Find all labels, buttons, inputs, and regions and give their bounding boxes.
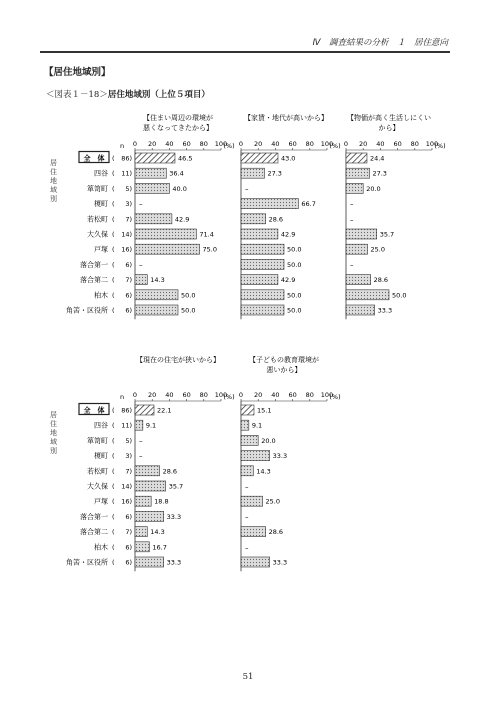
bar [241, 214, 266, 224]
category-label: 柏木 [94, 543, 108, 552]
side-label: 居住地域別 [50, 159, 57, 203]
data-label: 28.6 [268, 528, 284, 537]
tick-label: 0 [132, 140, 138, 148]
data-label: 66.7 [301, 200, 316, 209]
data-label: 14.3 [256, 467, 271, 476]
category-label: 戸塚 [94, 497, 108, 506]
data-label: 35.7 [168, 482, 184, 491]
category-label: 若松町 [87, 467, 108, 476]
tick-label: 40 [165, 140, 174, 148]
series-name: 【子どもの教育環境が [249, 356, 319, 364]
row-open-paren: ( [112, 406, 115, 415]
category-label: 全 体 [83, 153, 105, 163]
no-data-mark: – [245, 513, 249, 522]
tick-label: 80 [199, 391, 208, 399]
bar [135, 557, 164, 567]
tick-label: 40 [165, 391, 174, 399]
unit-label: (%) [223, 142, 235, 150]
n-value: 6) [125, 558, 132, 567]
n-value: 6) [125, 291, 132, 300]
bar [346, 183, 363, 193]
bar [346, 305, 375, 315]
row-open-paren: ( [112, 421, 115, 430]
row-open-paren: ( [112, 436, 115, 445]
no-data-mark: – [139, 437, 143, 446]
side-label: 居住地域別 [50, 411, 57, 455]
tick-label: 60 [182, 140, 191, 148]
bar [241, 557, 270, 567]
bar [241, 275, 278, 285]
n-value: 6) [125, 543, 132, 552]
tick-label: 80 [305, 391, 314, 399]
n-value: 5) [125, 184, 132, 193]
data-label: 75.0 [202, 245, 217, 254]
n-value: 3) [125, 452, 132, 461]
series-name: 悪くなってきたから】 [143, 124, 213, 132]
category-label: 榎町 [94, 200, 108, 209]
row-open-paren: ( [112, 467, 115, 476]
tick-label: 20 [148, 140, 157, 148]
n-value: 7) [125, 528, 132, 537]
running-header: Ⅳ 調査結果の分析 １ 居住意向 [312, 38, 448, 48]
bar [135, 229, 196, 239]
unit-label: (%) [223, 393, 235, 401]
n-value: 86) [121, 154, 132, 163]
chart-bottom [50, 355, 341, 571]
data-label: 33.3 [377, 306, 393, 315]
data-label: 28.6 [268, 215, 284, 224]
n-value: 6) [125, 306, 132, 315]
n-label: n [120, 142, 125, 150]
tick-label: 40 [271, 140, 280, 148]
tick-label: 60 [288, 391, 297, 399]
tick-label: 0 [132, 391, 138, 399]
series-name: 【現在の住宅が狭いから】 [136, 356, 220, 364]
category-label: 落合第二 [80, 276, 108, 285]
data-label: 20.0 [366, 184, 381, 193]
n-value: 3) [125, 200, 132, 209]
row-open-paren: ( [112, 276, 115, 285]
category-label: 落合第一 [80, 260, 108, 269]
data-label: 71.4 [199, 230, 214, 239]
tick-label: 20 [254, 391, 263, 399]
data-label: 25.0 [370, 245, 385, 254]
data-label: 15.1 [256, 406, 272, 415]
tick-label: 80 [410, 140, 419, 148]
row-open-paren: ( [112, 184, 115, 193]
bar-total [135, 405, 154, 415]
category-label: 大久保 [87, 482, 108, 491]
panel-1 [239, 355, 341, 571]
tick-label: 100 [214, 140, 228, 148]
row-open-paren: ( [112, 169, 115, 178]
category-label: 柏木 [94, 291, 108, 300]
category-label: 全 体 [83, 405, 105, 415]
n-value: 14) [121, 230, 132, 239]
row-open-paren: ( [112, 291, 115, 300]
bar [346, 290, 389, 300]
data-label: 33.3 [272, 558, 288, 567]
n-value: 86) [121, 406, 132, 415]
tick-label: 100 [425, 140, 439, 148]
data-label: 43.0 [280, 154, 296, 163]
tick-label: 60 [288, 140, 297, 148]
no-data-mark: – [139, 261, 143, 270]
data-label: 50.0 [287, 306, 302, 315]
bar [135, 168, 166, 178]
tick-label: 80 [305, 140, 314, 148]
no-data-mark: – [245, 185, 249, 194]
category-label: 角筈・区役所 [66, 558, 108, 567]
no-data-mark: – [139, 200, 143, 209]
tick-label: 0 [238, 140, 244, 148]
bar [241, 244, 284, 254]
n-value: 7) [125, 467, 132, 476]
row-open-paren: ( [112, 200, 115, 209]
bar [135, 290, 178, 300]
row-open-paren: ( [112, 543, 115, 552]
row-open-paren: ( [112, 512, 115, 521]
panel-2 [344, 113, 446, 319]
bar [241, 451, 270, 461]
no-data-mark: – [350, 200, 354, 209]
data-label: 9.1 [251, 421, 263, 430]
category-label: 四谷 [94, 169, 108, 178]
data-label: 14.3 [150, 276, 165, 285]
panel-0 [133, 113, 235, 319]
bar [241, 229, 278, 239]
bar [241, 168, 264, 178]
no-data-mark: – [245, 483, 249, 491]
bar [135, 481, 166, 491]
series-name: 【家賃・地代が高いから】 [244, 114, 328, 122]
n-value: 6) [125, 260, 132, 269]
category-label: 榎町 [94, 452, 108, 461]
page-number: 51 [242, 672, 254, 682]
data-label: 27.3 [267, 169, 282, 178]
n-value: 11) [121, 421, 132, 430]
panel-1 [239, 113, 341, 319]
data-label: 20.0 [261, 436, 276, 445]
bar [135, 542, 149, 552]
tick-label: 100 [320, 140, 334, 148]
data-label: 33.3 [166, 558, 182, 567]
data-label: 46.5 [177, 154, 193, 163]
row-open-paren: ( [112, 558, 115, 567]
tick-label: 0 [238, 391, 244, 399]
bar [135, 420, 143, 430]
unit-label: (%) [329, 393, 341, 401]
bar [135, 244, 200, 254]
data-label: 25.0 [265, 497, 280, 506]
tick-label: 20 [359, 140, 368, 148]
data-label: 27.3 [372, 169, 387, 178]
data-label: 33.3 [166, 512, 182, 521]
bar-total [346, 153, 367, 163]
bar [241, 466, 253, 476]
section-title: 【居住地域別】 [44, 67, 111, 78]
series-name: 【住まい周辺の環境が [143, 114, 213, 122]
data-label: 9.1 [145, 421, 157, 430]
data-label: 42.9 [280, 230, 296, 239]
tick-label: 20 [254, 140, 263, 148]
bar [346, 275, 371, 285]
bar [135, 527, 147, 537]
data-label: 50.0 [287, 245, 302, 254]
no-data-mark: – [350, 261, 354, 270]
data-label: 50.0 [392, 291, 407, 300]
bar [241, 420, 249, 430]
data-label: 40.0 [172, 184, 187, 193]
category-label: 箪笥町 [87, 184, 108, 193]
category-label: 箪笥町 [87, 436, 108, 445]
data-label: 35.7 [379, 230, 395, 239]
bar [346, 229, 377, 239]
tick-label: 60 [182, 391, 191, 399]
bar [241, 527, 266, 537]
bar [241, 435, 258, 445]
data-label: 50.0 [287, 260, 302, 269]
tick-label: 80 [199, 140, 208, 148]
data-label: 42.9 [174, 215, 190, 224]
data-label: 28.6 [373, 276, 389, 285]
bar [241, 259, 284, 269]
row-open-paren: ( [112, 482, 115, 491]
bar [241, 305, 284, 315]
bar [135, 183, 169, 193]
n-value: 16) [121, 245, 132, 254]
bar [241, 496, 263, 506]
n-value: 14) [121, 482, 132, 491]
series-name: 悪いから】 [266, 366, 302, 374]
bar [346, 244, 368, 254]
n-value: 7) [125, 215, 132, 224]
data-label: 42.9 [280, 276, 296, 285]
n-value: 7) [125, 276, 132, 285]
bar [135, 214, 172, 224]
no-data-mark: – [245, 543, 249, 552]
row-open-paren: ( [112, 528, 115, 537]
category-label: 若松町 [87, 215, 108, 224]
data-label: 50.0 [181, 306, 196, 315]
n-value: 16) [121, 497, 132, 506]
data-label: 14.3 [150, 528, 165, 537]
unit-label: (%) [329, 142, 341, 150]
bar-total [241, 405, 254, 415]
bar [135, 496, 151, 506]
panel-0 [133, 355, 235, 571]
bar [135, 305, 178, 315]
data-label: 22.1 [157, 406, 172, 415]
row-open-paren: ( [112, 230, 115, 239]
data-label: 50.0 [181, 291, 196, 300]
series-name: 【物価が高く生活しにくい [347, 114, 431, 122]
chart-top [50, 113, 446, 319]
bar [135, 466, 160, 476]
tick-label: 40 [271, 391, 280, 399]
data-label: 50.0 [287, 291, 302, 300]
tick-label: 100 [214, 391, 228, 399]
n-label: n [120, 393, 125, 401]
no-data-mark: – [350, 215, 354, 224]
data-label: 36.4 [169, 169, 184, 178]
n-value: 5) [125, 436, 132, 445]
bar [241, 199, 298, 209]
unit-label: (%) [434, 142, 446, 150]
data-label: 18.8 [154, 497, 169, 506]
row-open-paren: ( [112, 154, 115, 163]
bar [346, 168, 369, 178]
row-open-paren: ( [112, 260, 115, 269]
bar-total [241, 153, 278, 163]
row-open-paren: ( [112, 452, 115, 461]
series-name: から】 [378, 124, 400, 132]
bar [135, 511, 164, 521]
bar-total [135, 153, 175, 163]
row-open-paren: ( [112, 306, 115, 315]
bar [135, 275, 147, 285]
row-open-paren: ( [112, 215, 115, 224]
category-label: 四谷 [94, 421, 108, 430]
caption-prefix: ＜図表１－18＞ [46, 90, 108, 100]
tick-label: 60 [393, 140, 402, 148]
data-label: 16.7 [152, 543, 167, 552]
data-label: 33.3 [272, 452, 288, 461]
data-label: 28.6 [162, 467, 178, 476]
data-label: 24.4 [369, 154, 385, 163]
n-value: 6) [125, 512, 132, 521]
category-label: 落合第一 [80, 512, 108, 521]
tick-label: 0 [343, 140, 349, 148]
category-label: 大久保 [87, 230, 108, 239]
category-label: 戸塚 [94, 245, 108, 254]
n-value: 11) [121, 169, 132, 178]
row-open-paren: ( [112, 497, 115, 506]
tick-label: 100 [320, 391, 334, 399]
category-label: 角筈・区役所 [66, 306, 108, 315]
tick-label: 20 [148, 391, 157, 399]
no-data-mark: – [139, 452, 143, 461]
category-label: 落合第二 [80, 528, 108, 537]
row-open-paren: ( [112, 245, 115, 254]
tick-label: 40 [376, 140, 385, 148]
caption-title: 居住地域別（上位５項目） [107, 90, 210, 100]
bar [241, 290, 284, 300]
